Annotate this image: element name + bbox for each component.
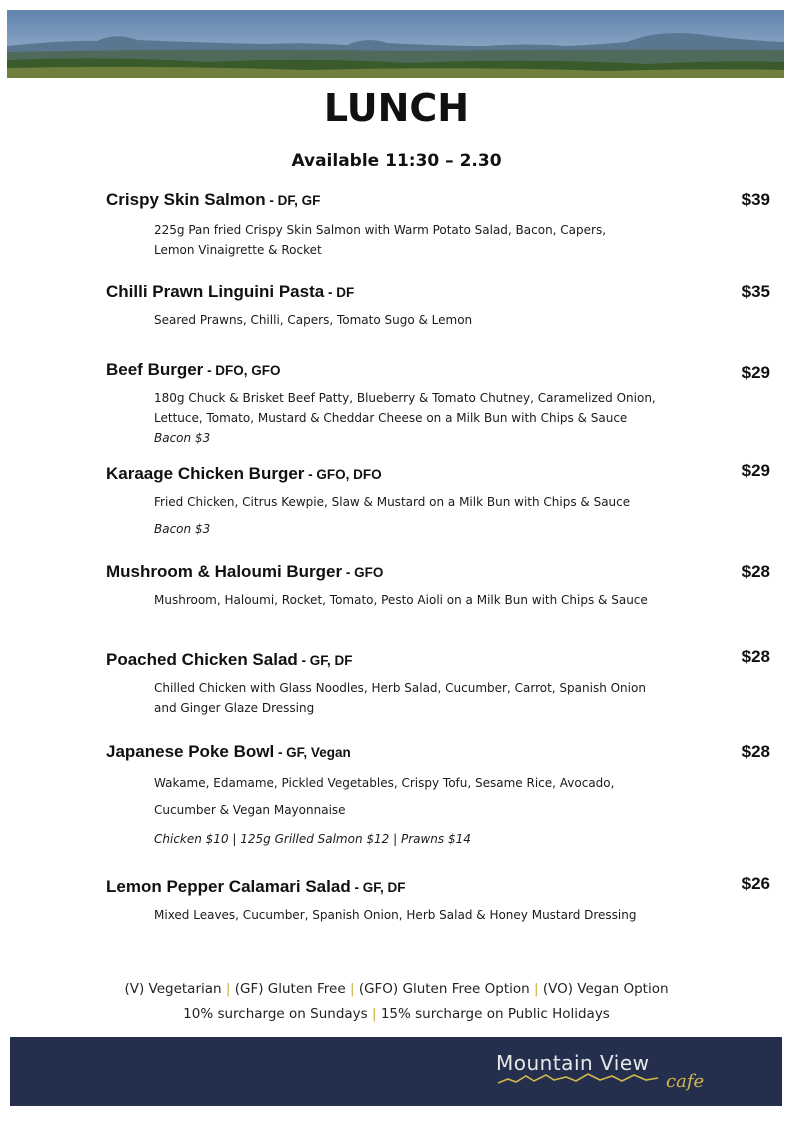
description-line: Lemon Vinaigrette & Rocket xyxy=(154,243,322,257)
logo-wordmark: Mountain View xyxy=(496,1051,650,1075)
menu-item xyxy=(106,360,776,448)
cafe-logo xyxy=(488,1045,728,1101)
item-description xyxy=(154,590,714,610)
item-name: Japanese Poke Bowl xyxy=(106,742,275,761)
description-line: Wakame, Edamame, Pickled Vegetables, Crispy Tofu, Sesame Rice, Avocado, xyxy=(154,776,615,790)
item-price: $28 xyxy=(741,742,770,761)
item-tags: - DFO, GFO xyxy=(203,363,281,378)
item-name: Chilli Prawn Linguini Pasta xyxy=(106,282,325,301)
item-tags: - DF xyxy=(324,285,355,300)
legend-entry: (VO) Vegan Option xyxy=(542,981,669,997)
item-name: Karaage Chicken Burger xyxy=(106,464,305,483)
menu-item xyxy=(106,874,776,925)
item-tags: - GF, DF xyxy=(297,653,353,668)
menu-item xyxy=(106,461,776,536)
item-description xyxy=(154,220,664,260)
legend-entry: (GFO) Gluten Free Option xyxy=(358,981,530,997)
item-price: $35 xyxy=(741,282,770,301)
item-price: $29 xyxy=(741,461,770,480)
description-line: Seared Prawns, Chilli, Capers, Tomato Sugo & Lemon xyxy=(154,313,473,327)
menu-item xyxy=(106,282,776,330)
item-tags: - GF, Vegan xyxy=(274,745,351,760)
legend-entry: (V) Vegetarian xyxy=(124,981,222,997)
surcharge-note xyxy=(0,1006,793,1022)
item-price: $28 xyxy=(741,647,770,666)
item-tags: - GFO xyxy=(342,565,384,580)
page-title: LUNCH xyxy=(323,86,470,130)
item-addon: Bacon $3 xyxy=(154,431,211,445)
item-tags: - GF, DF xyxy=(350,880,406,895)
landscape-banner xyxy=(7,10,784,78)
item-description xyxy=(154,310,664,330)
legend-separator: | xyxy=(225,981,231,997)
footer-bar xyxy=(10,1037,782,1106)
item-description xyxy=(154,388,664,428)
item-name: Lemon Pepper Calamari Salad xyxy=(106,877,351,896)
dietary-legend xyxy=(0,981,793,997)
item-price: $39 xyxy=(741,190,770,209)
menu-item xyxy=(106,190,776,260)
menu-item xyxy=(106,562,776,610)
description-line: and Ginger Glaze Dressing xyxy=(154,701,315,715)
description-line: Lettuce, Tomato, Mustard & Cheddar Cheese on a Milk Bun with Chips & Sauce xyxy=(154,411,628,425)
item-price: $29 xyxy=(741,363,770,382)
description-line: 225g Pan fried Crispy Skin Salmon with Warm Potato Salad, Bacon, Capers, xyxy=(154,223,607,237)
surcharge-entry: 15% surcharge on Public Holidays xyxy=(380,1006,610,1022)
item-name: Mushroom & Haloumi Burger xyxy=(106,562,343,581)
logo-subtitle: cafe xyxy=(666,1071,705,1092)
legend-separator: | xyxy=(534,981,539,997)
description-line: Chilled Chicken with Glass Noodles, Herb Salad, Cucumber, Carrot, Spanish Onion xyxy=(154,681,646,695)
item-name: Poached Chicken Salad xyxy=(106,650,298,669)
item-addon: Bacon $3 xyxy=(154,522,211,536)
item-name: Crispy Skin Salmon xyxy=(106,190,266,209)
landscape-image xyxy=(7,10,784,78)
item-description xyxy=(154,905,714,925)
legend-entry: (GF) Gluten Free xyxy=(234,981,346,997)
item-description xyxy=(154,678,664,718)
description-line: Mixed Leaves, Cucumber, Spanish Onion, Herb Salad & Honey Mustard Dressing xyxy=(154,908,637,922)
description-line: Mushroom, Haloumi, Rocket, Tomato, Pesto Aioli on a Milk Bun with Chips & Sauce xyxy=(154,593,648,607)
legend-separator: | xyxy=(349,981,355,997)
menu-item xyxy=(106,647,776,718)
description-line: Fried Chicken, Citrus Kewpie, Slaw & Mustard on a Milk Bun with Chips & Sauce xyxy=(154,495,631,509)
item-description xyxy=(154,492,664,512)
item-tags: - DF, GF xyxy=(265,193,321,208)
description-line: 180g Chuck & Brisket Beef Patty, Blueberry & Tomato Chutney, Caramelized Onion, xyxy=(154,391,656,405)
menu-item xyxy=(106,742,776,846)
item-price: $28 xyxy=(741,562,770,581)
description-line: Cucumber & Vegan Mayonnaise xyxy=(154,803,346,817)
item-addon: Chicken $10 | 125g Grilled Salmon $12 | Prawns $14 xyxy=(154,832,471,846)
surcharge-entry: 10% surcharge on Sundays xyxy=(183,1006,368,1022)
item-price: $26 xyxy=(741,874,770,893)
legend-separator: | xyxy=(371,1006,377,1022)
item-description xyxy=(154,770,664,824)
availability-subtitle: Available 11:30 – 2.30 xyxy=(291,151,502,171)
item-tags: - GFO, DFO xyxy=(304,467,382,482)
item-name: Beef Burger xyxy=(106,360,204,379)
